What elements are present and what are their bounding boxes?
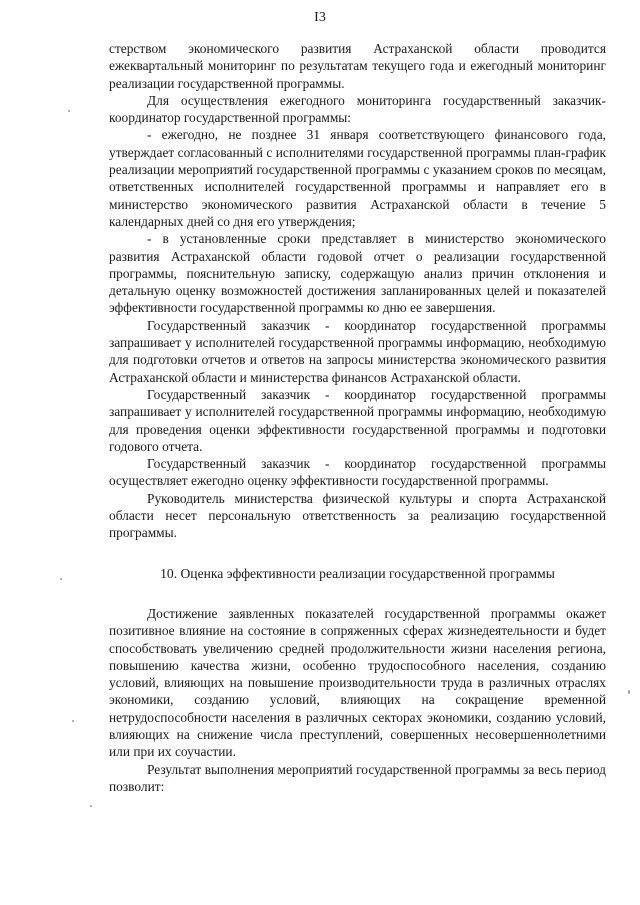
paragraph-monitoring-intro: Для осуществления ежегодного мониторинга государственный заказчик-координатор государственной программы: (109, 92, 606, 126)
paragraph-results: Результат выполнения мероприятий государственной программы за весь период позволит: (109, 761, 606, 794)
paragraph-continuation: стерством экономического развития Астраханской области проводится ежеквартальный мониторинг по результатам текущего года и ежегодный мониторинг реализации государственной программы. (109, 41, 606, 91)
paragraph-indicators-impact: Достижение заявленных показателей государственной программы окажет позитивное влияние на состояние в сопряженных сферах жизнедеятельности и будет способствовать увеличению средней продолжительности жизни населения региона, повышению качества жизни, особенно трудоспособного населения, созданию условий, влияющих на повышение производительности труда в различных отраслях экономики, созданию условий, влияющих на сокращение временной нетрудоспособности населения в различных секторах экономики, созданию условий, влияющих на снижение числа преступлений, совершенных несовершеннолетними или при их соучастии. (109, 605, 606, 760)
scan-speck (90, 805, 92, 807)
scan-speck (60, 578, 62, 580)
page-number: I3 (314, 10, 326, 25)
scan-speck (72, 720, 74, 722)
document-body (109, 40, 606, 795)
paragraph-list-item-report: - в установленные сроки представляет в министерство экономического развития Астраханской области годовой отчет о реализации государственной программы, пояснительную записку, содержащую анализ причин отклонения и детальную оценку возможностей достижения запланированных целей и показателей эффективности государственной программы ко дню ее завершения. (109, 231, 606, 316)
section-heading: 10. Оценка эффективности реализации государственной программы (160, 565, 555, 581)
paragraph-list-item-plan: - ежегодно, не позднее 31 января соответствующего финансового года, утверждает согласованный с исполнителями государственной программы план-график реализации мероприятий государственной программы с указанием сроков по месяцам, ответственных исполнителей государственной программы и направляет его в министерство экономического развития Астраханской области в течение 5 календарных дней со дня его утверждения; (109, 127, 606, 229)
scan-speck (68, 110, 70, 112)
paragraph-responsibility: Руководитель министерства физической культуры и спорта Астраханской области несет персональную ответственность за реализацию государственной программы. (109, 490, 606, 541)
paragraph-requests-info: Государственный заказчик - координатор государственной программы запрашивает у исполнителей государственной программы информацию, необходимую для подготовки отчетов и ответов на запросы министерства экономического развития Астраханской области и министерства финансов Астраханской области. (109, 317, 606, 385)
scan-speck (628, 690, 630, 694)
paragraph-annual-evaluation: Государственный заказчик - координатор государственной программы осуществляет ежегодно оценку эффективности государственной программы. (109, 456, 606, 489)
paragraph-requests-evaluation: Государственный заказчик - координатор государственной программы запрашивает у исполнителей государственной программы информацию, необходимую для проведения оценки эффективности государственной программы и подготовки годового отчета. (109, 386, 606, 454)
